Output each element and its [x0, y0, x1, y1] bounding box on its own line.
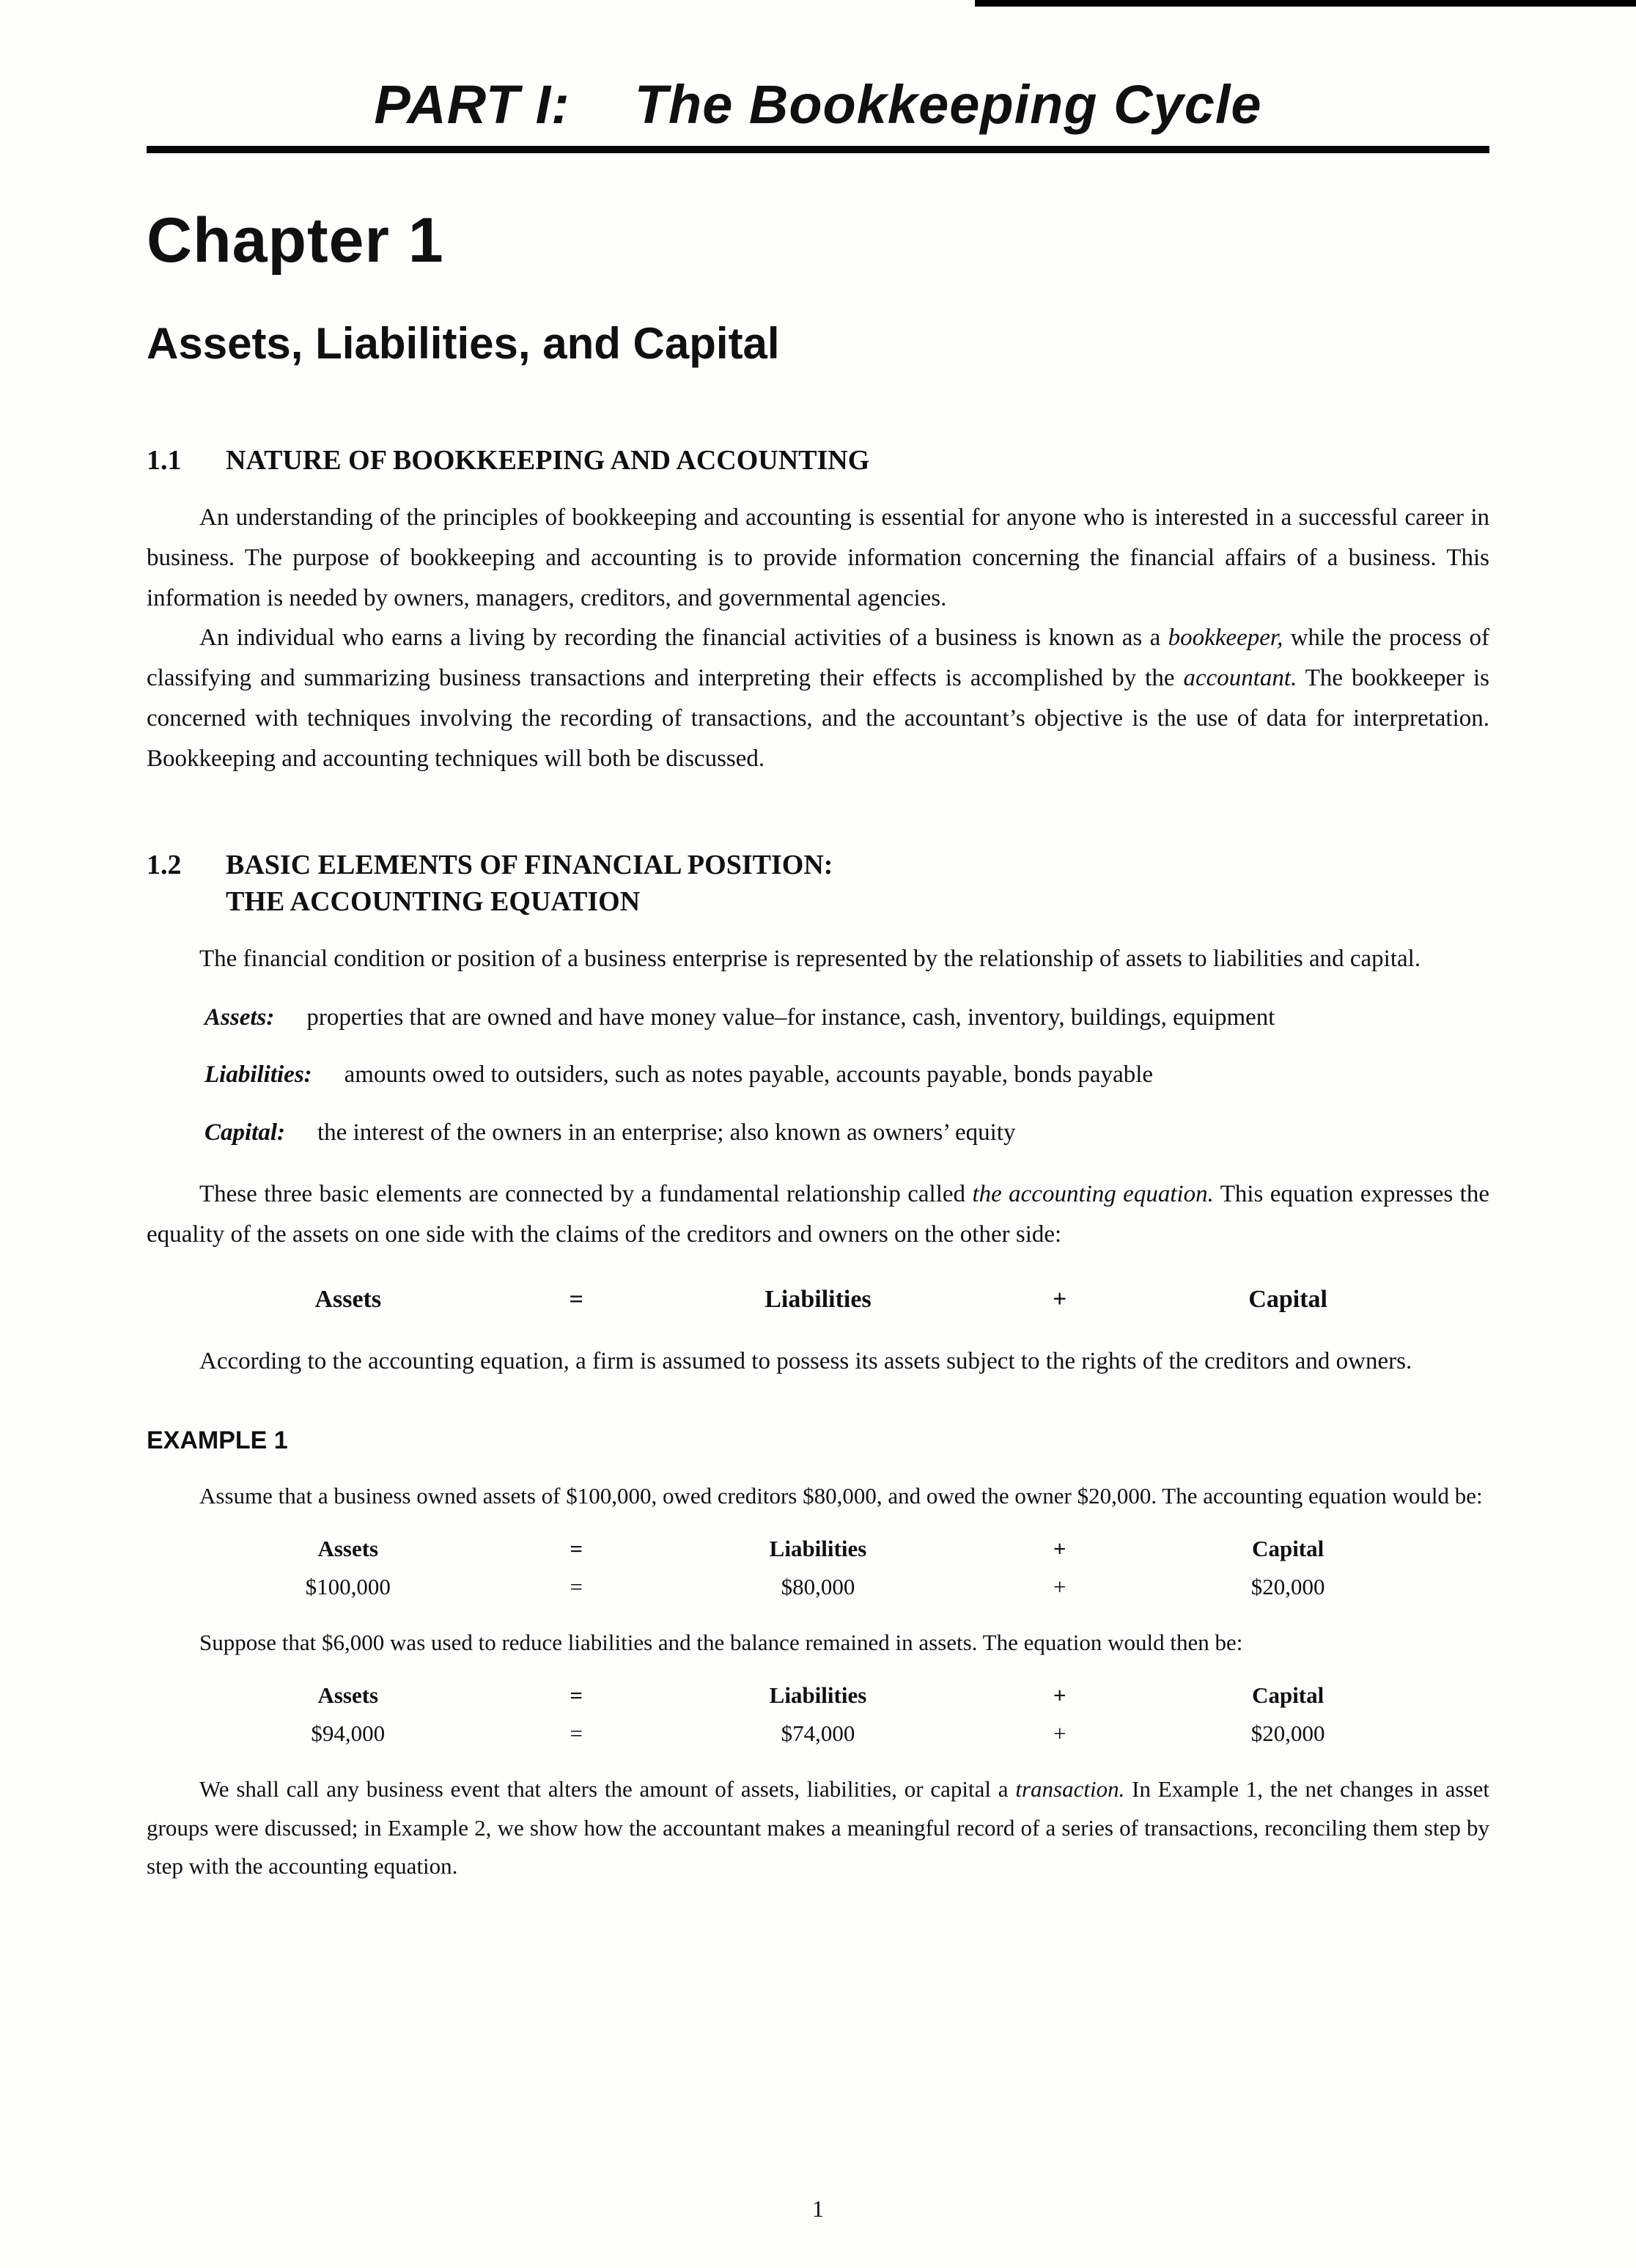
- paragraph-transaction: [147, 1770, 1489, 1885]
- paragraph-nature-2: [147, 618, 1489, 778]
- page-content: [0, 73, 1636, 1885]
- equals-sign: =: [570, 1720, 583, 1747]
- equals-sign: =: [570, 1574, 583, 1600]
- section-title-line-1: BASIC ELEMENTS OF FINANCIAL POSITION:: [226, 849, 833, 880]
- capital-value: $20,000: [1250, 1720, 1325, 1747]
- capital-value: $20,000: [1250, 1574, 1325, 1600]
- definition-text: the interest of the owners in an enterprise; also known as owners’ equity: [317, 1119, 1016, 1146]
- equation-assets: Assets: [317, 1682, 379, 1709]
- chapter-heading: Chapter 1: [147, 205, 444, 276]
- equation-plus-sign: +: [1053, 1536, 1066, 1562]
- paragraph-three-elements: [147, 1174, 1489, 1255]
- section-title: [226, 847, 833, 920]
- assets-value: $100,000: [305, 1574, 391, 1600]
- section-number: 1.1: [147, 445, 182, 476]
- paragraph-according-to: According to the accounting equation, a firm is assumed to possess its assets subject to the rights of the creditors and owners.: [199, 1347, 1412, 1374]
- equation-capital: Capital: [1252, 1682, 1324, 1709]
- definition-text: properties that are owned and have money value–for instance, cash, inventory, buildings, equipment: [306, 1004, 1275, 1031]
- accounting-equation: [147, 1286, 1489, 1314]
- equation-table-2-headers: [147, 1682, 1489, 1709]
- plus-sign: +: [1053, 1574, 1066, 1600]
- equation-equals-sign: =: [569, 1285, 583, 1313]
- example-1-label: EXAMPLE 1: [147, 1426, 288, 1455]
- text-segment: We shall call any business event that alters the amount of assets, liabilities, or capital a: [199, 1776, 1016, 1803]
- equation-table-2-values: [147, 1720, 1489, 1747]
- equation-table-2: [147, 1682, 1489, 1747]
- equation-liabilities: Liabilities: [764, 1285, 872, 1313]
- part-header: [147, 73, 1489, 136]
- section-1-2-heading: [147, 847, 1489, 920]
- equation-assets: Assets: [314, 1285, 382, 1313]
- section-1-1-heading: [147, 442, 1489, 479]
- definition-assets: [147, 998, 1489, 1037]
- equation-table-1: [147, 1536, 1489, 1600]
- text-segment: This equation expresses the equality of the assets on one side with the claims of the creditors and owners on the other side:: [147, 1180, 1489, 1248]
- paragraph-financial-condition: The financial condition or position of a business enterprise is represented by the relationship of assets to liabilities and capital.: [199, 945, 1421, 972]
- equation-table-1-values: [147, 1574, 1489, 1600]
- assets-value: $94,000: [311, 1720, 386, 1747]
- section-title: NATURE OF BOOKKEEPING AND ACCOUNTING: [226, 445, 870, 476]
- definition-term: Capital:: [204, 1119, 286, 1146]
- equation-capital: Capital: [1248, 1285, 1327, 1313]
- scan-edge-artifact: [975, 0, 1636, 7]
- equation-equals-sign: =: [570, 1536, 583, 1562]
- example-1: [147, 1426, 1489, 1885]
- definition-term: Liabilities:: [204, 1061, 312, 1089]
- text-segment-italic: accountant.: [1183, 665, 1297, 692]
- text-segment: An individual who earns a living by recording the financial activities of a business is known as a: [199, 625, 1168, 652]
- definition-term: Assets:: [204, 1004, 275, 1031]
- part-label: PART I:: [374, 74, 570, 135]
- section-1-2: [147, 847, 1489, 1382]
- definition-liabilities: [147, 1056, 1489, 1094]
- paragraph-example-assume: Assume that a business owned assets of $100,000, owed creditors $80,000, and owed the owner $20,000. The accounting equation would be:: [199, 1483, 1483, 1509]
- equation-plus-sign: +: [1053, 1682, 1066, 1709]
- text-segment: In Example 1, the net changes in asset groups were discussed; in Example 2, we show how the accountant makes a meaningful record of a series of transactions, reconciling them step by step with the accounting equation.: [147, 1776, 1489, 1879]
- section-number: 1.2: [147, 849, 182, 880]
- header-rule: [147, 146, 1489, 153]
- paragraph-nature-1: An understanding of the principles of bookkeeping and accounting is essential for anyone who is interested in a successful career in business. The purpose of bookkeeping and accounting is to provide information concerning the financial affairs of a business. This information is needed by owners, managers, creditors, and governmental agencies.: [147, 504, 1489, 611]
- chapter-title: Assets, Liabilities, and Capital: [147, 319, 780, 368]
- liabilities-value: $80,000: [781, 1574, 855, 1600]
- section-title-line-2: THE ACCOUNTING EQUATION: [226, 886, 641, 917]
- plus-sign: +: [1053, 1720, 1066, 1747]
- paragraph-example-suppose: Suppose that $6,000 was used to reduce liabilities and the balance remained in assets. The equation would then be:: [199, 1630, 1243, 1656]
- text-segment-italic: transaction.: [1015, 1776, 1125, 1803]
- equation-equals-sign: =: [570, 1682, 583, 1709]
- equation-liabilities: Liabilities: [769, 1536, 867, 1562]
- definition-text: amounts owed to outsiders, such as notes payable, accounts payable, bonds payable: [344, 1061, 1154, 1089]
- text-segment-italic: bookkeeper,: [1168, 625, 1283, 652]
- page-number: 1: [812, 2195, 824, 2222]
- text-segment: These three basic elements are connected by a fundamental relationship called: [199, 1180, 973, 1207]
- equation-capital: Capital: [1252, 1536, 1324, 1562]
- equation-plus-sign: +: [1053, 1285, 1067, 1313]
- text-segment: while the process of classifying and summarizing business transactions and interpreting their effects is accomplished by the: [147, 625, 1489, 692]
- equation-liabilities: Liabilities: [769, 1682, 867, 1709]
- section-1-1: [147, 442, 1489, 779]
- equation-assets: Assets: [317, 1536, 379, 1562]
- definition-capital: [147, 1113, 1489, 1152]
- equation-table-1-headers: [147, 1536, 1489, 1562]
- liabilities-value: $74,000: [781, 1720, 855, 1747]
- text-segment: The bookkeeper is concerned with techniques involving the recording of transactions, and the accountant’s objective is the use of data for interpretation. Bookkeeping and accounting techniques will both be discussed.: [147, 665, 1489, 772]
- part-title: The Bookkeeping Cycle: [634, 74, 1262, 135]
- text-segment-italic: the accounting equation.: [972, 1180, 1214, 1207]
